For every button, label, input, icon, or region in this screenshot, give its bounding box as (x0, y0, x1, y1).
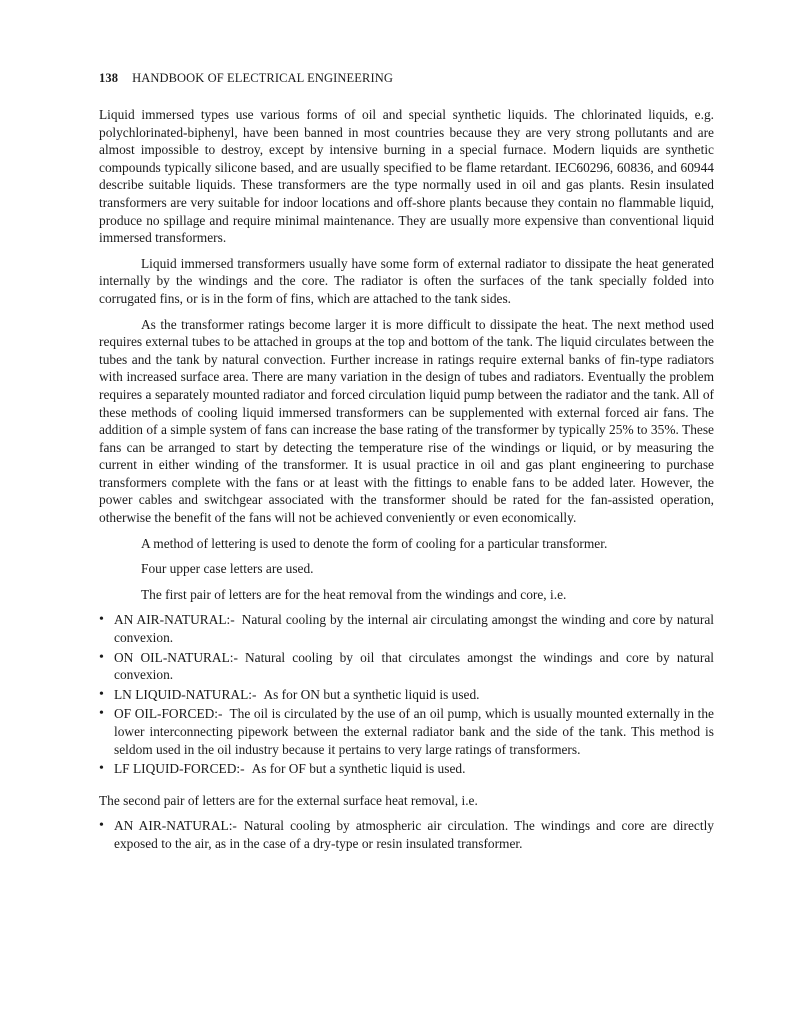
list-desc: The oil is circulated by the use of an oil pump, which is usually mounted externally in the lower interconnecting pipework between the external radiator bank and the side of the tank. This method is seldom used in the oil industry because it pertains to very large ratings of transformers. (114, 706, 714, 757)
list-item (99, 611, 714, 646)
list-item (99, 649, 714, 684)
list-desc: Natural cooling by oil that circulates amongst the windings and core by natural convexion. (114, 649, 714, 683)
running-header (99, 71, 393, 86)
list-desc: As for ON but a synthetic liquid is used. (263, 686, 480, 702)
list-item (99, 705, 714, 758)
list-term: OF OIL-FORCED:- (114, 706, 223, 722)
paragraph-3: As the transformer ratings become larger it is more difficult to dissipate the heat. The next method used requires external tubes to be attached in groups at the top and bottom of the tank. The liquid circulates between the tubes and the tank by natural convection. Further increase in ratings require external banks of fin-type radiators with increased surface area. There are many variation in the design of tubes and radiators. Eventually the problem requires a separately mounted radiator and forced circulation liquid pump between the radiator and the tank. All of these methods of cooling liquid immersed transformers can be supplemented with external forced air fans. The addition of a simple system of fans can increase the base rating of the transformer by typically 25% to 35%. These fans can be arranged to start by detecting the temperature rise of the windings or liquid, or by measuring the current in either winding of the transformer. It is usual practice in oil and gas plant engineering to purchase transformers complete with the fans or at least with the fittings to enable fans to be added later. However, the power cables and switchgear associated with the transformer should be rated for the fan-assisted operation, otherwise the benefit of the fans will not be achieved conveniently or even economically. (99, 316, 714, 526)
paragraph-1: Liquid immersed types use various forms of oil and special synthetic liquids. The chlorinated liquids, e.g. polychlorinated-biphenyl, have been banned in most countries because they are very strong pollutants and are almost impossible to destroy, except by intensive burning in a special furnace. Modern liquids are synthetic compounds typically silicone based, and are usually specified to be flame retardant. IEC60296, 60836, and 60944 describe suitable liquids. These transformers are the type normally used in oil and gas plants. Resin insulated transformers are very suitable for indoor locations and off-shore plants because they contain no flammable liquid, produce no spillage and require minimal maintenance. They are usually more expensive than conventional liquid immersed transformers. (99, 107, 714, 246)
list-term: ON OIL-NATURAL:- (114, 649, 238, 665)
list-term: LN LIQUID-NATURAL:- (114, 686, 257, 702)
list-term: AN AIR-NATURAL:- (114, 818, 237, 834)
paragraph-4: A method of lettering is used to denote the form of cooling for a particular transformer. (141, 535, 608, 551)
list-term: AN AIR-NATURAL:- (114, 612, 235, 628)
page-number: 138 (99, 71, 119, 85)
paragraph-6: The first pair of letters are for the heat removal from the windings and core, i.e. (141, 586, 567, 602)
cooling-list-internal (99, 611, 714, 777)
cooling-list-external (99, 817, 714, 852)
paragraph-5: Four upper case letters are used. (141, 561, 314, 577)
list-term: LF LIQUID-FORCED:- (114, 761, 245, 777)
list-desc: Natural cooling by atmospheric air circulation. The windings and core are directly exposed to the air, as in the case of a dry-type or resin insulated transformer. (114, 818, 714, 851)
list-item (99, 817, 714, 852)
list-item (99, 686, 714, 704)
list-item (99, 760, 714, 778)
paragraph-7: The second pair of letters are for the external surface heat removal, i.e. (99, 792, 478, 808)
body-text (99, 106, 714, 855)
running-title: HANDBOOK OF ELECTRICAL ENGINEERING (132, 71, 393, 85)
paragraph-2: Liquid immersed transformers usually have some form of external radiator to dissipate the heat generated internally by the windings and the core. The radiator is often the surfaces of the tank specially folded into corrugated fins, or is in the form of fins, which are attached to the tank sides. (99, 255, 714, 306)
list-desc: Natural cooling by the internal air circulating amongst the winding and core by natural convexion. (114, 612, 715, 646)
list-desc: As for OF but a synthetic liquid is used. (251, 761, 466, 777)
